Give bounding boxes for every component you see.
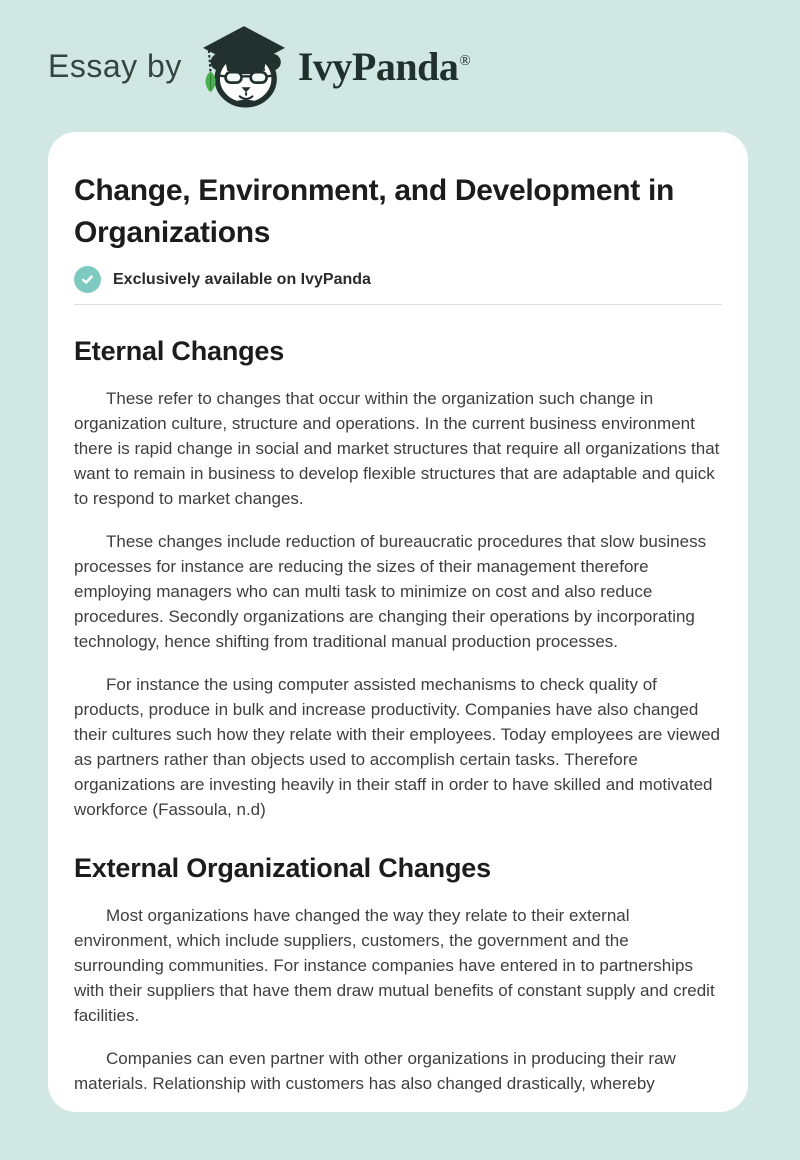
check-icon	[74, 266, 101, 293]
essay-by-label: Essay by	[48, 47, 182, 84]
section-heading-eternal-changes: Eternal Changes	[74, 336, 285, 366]
paragraph: For instance the using computer assisted mechanisms to check quality of products, produce in bulk and increase productivity. Companies have also changed their cultures such how they relate with their employees. Today employees are viewed as partners rather than objects used to accomplish certain tasks. Therefore organizations are investing heavily in their staff in order to have skilled and motivated workforce (Fassoula, n.d)	[74, 675, 721, 819]
paragraph: Most organizations have changed the way they relate to their external environment, which include suppliers, customers, the government and the surrounding communities. For instance companies have entered in to partnerships with their suppliers that have them draw mutual benefits of constant supply and credit facilities.	[74, 906, 715, 1025]
brand-name: IvyPanda®	[297, 43, 471, 89]
ivypanda-brand[interactable]	[198, 22, 470, 110]
availability-badge	[74, 266, 722, 293]
registered-mark: ®	[459, 53, 471, 70]
paragraph: These changes include reduction of bureaucratic procedures that slow business processes for instance are reducing the sizes of their management therefore employing managers who can multi task to minimize on cost and also reduce procedures. Secondly organizations are changing their operations by incorporating technology, hence shifting from traditional manual production processes.	[74, 532, 707, 651]
site-header	[0, 0, 800, 132]
essay-card	[48, 132, 748, 1112]
divider	[74, 304, 722, 305]
essay-title: Change, Environment, and Development in Organizations	[74, 174, 675, 249]
ivypanda-panda-logo-icon	[198, 22, 290, 110]
paragraph: Companies can even partner with other organizations in producing their raw materials. Relationship with customers has also changed drastically, whereby	[74, 1049, 676, 1093]
section-heading-external-organizational-changes: External Organizational Changes	[74, 853, 491, 883]
paragraph: These refer to changes that occur within the organization such change in organization culture, structure and operations. In the current business environment there is rapid change in social and market structures that require all organizations that want to remain in business to develop flexible structures that are adaptable and quick to respond to market changes.	[74, 389, 720, 508]
availability-label: Exclusively available on IvyPanda	[113, 270, 371, 288]
